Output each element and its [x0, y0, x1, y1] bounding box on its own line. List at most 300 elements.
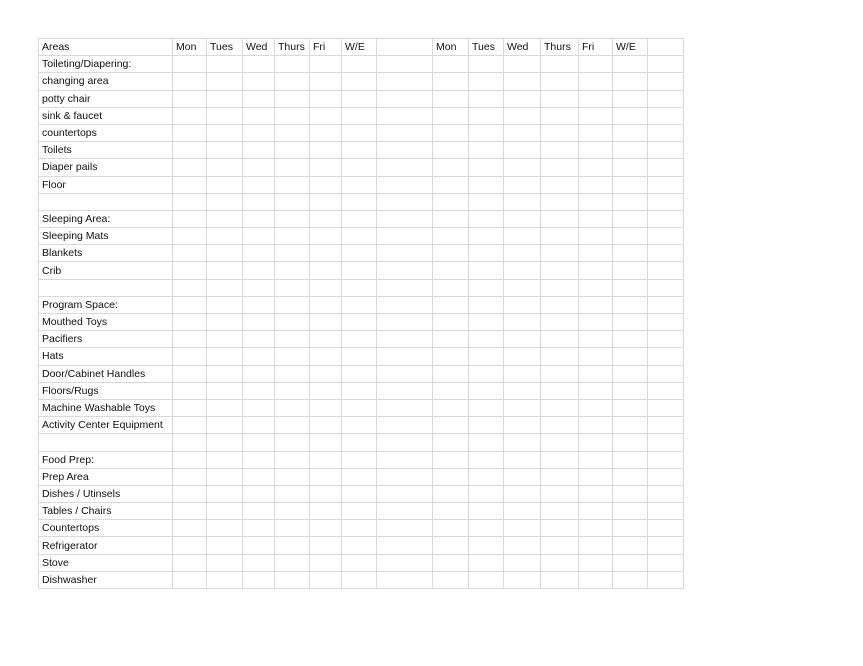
area-label-cell[interactable] — [39, 193, 173, 210]
schedule-cell[interactable] — [579, 537, 613, 554]
schedule-cell[interactable] — [613, 451, 648, 468]
schedule-cell[interactable] — [469, 193, 504, 210]
schedule-cell[interactable] — [342, 314, 377, 331]
schedule-cell[interactable] — [377, 468, 433, 485]
schedule-cell[interactable] — [377, 90, 433, 107]
schedule-cell[interactable] — [579, 90, 613, 107]
schedule-cell[interactable] — [469, 348, 504, 365]
schedule-cell[interactable] — [541, 176, 579, 193]
schedule-cell[interactable] — [469, 245, 504, 262]
schedule-cell[interactable] — [541, 571, 579, 588]
schedule-cell[interactable] — [504, 107, 541, 124]
schedule-cell[interactable] — [613, 314, 648, 331]
day-header-cell[interactable]: Mon — [433, 39, 469, 56]
area-label-cell[interactable]: Door/Cabinet Handles — [39, 365, 173, 382]
schedule-cell[interactable] — [469, 382, 504, 399]
schedule-cell[interactable] — [310, 193, 342, 210]
schedule-cell[interactable] — [173, 245, 207, 262]
schedule-cell[interactable] — [173, 399, 207, 416]
schedule-cell[interactable] — [613, 417, 648, 434]
schedule-cell[interactable] — [469, 107, 504, 124]
schedule-cell[interactable] — [541, 124, 579, 141]
schedule-cell[interactable] — [433, 210, 469, 227]
schedule-cell[interactable] — [310, 210, 342, 227]
schedule-cell[interactable] — [275, 210, 310, 227]
schedule-cell[interactable] — [207, 56, 243, 73]
schedule-cell[interactable] — [377, 417, 433, 434]
schedule-cell[interactable] — [275, 56, 310, 73]
schedule-cell[interactable] — [613, 73, 648, 90]
schedule-cell[interactable] — [173, 176, 207, 193]
schedule-cell[interactable] — [504, 210, 541, 227]
schedule-cell[interactable] — [275, 537, 310, 554]
schedule-cell[interactable] — [541, 485, 579, 502]
schedule-cell[interactable] — [433, 245, 469, 262]
area-label-cell[interactable]: Program Space: — [39, 296, 173, 313]
area-label-cell[interactable]: Toilets — [39, 142, 173, 159]
schedule-cell[interactable] — [310, 124, 342, 141]
schedule-cell[interactable] — [310, 296, 342, 313]
schedule-cell[interactable] — [275, 520, 310, 537]
day-header-cell[interactable]: Thurs — [541, 39, 579, 56]
schedule-cell[interactable] — [173, 107, 207, 124]
day-header-cell[interactable]: Fri — [310, 39, 342, 56]
schedule-cell[interactable] — [613, 365, 648, 382]
day-header-cell[interactable] — [648, 39, 684, 56]
schedule-cell[interactable] — [469, 124, 504, 141]
schedule-cell[interactable] — [310, 159, 342, 176]
schedule-cell[interactable] — [243, 107, 275, 124]
schedule-cell[interactable] — [541, 537, 579, 554]
schedule-cell[interactable] — [243, 124, 275, 141]
schedule-cell[interactable] — [579, 245, 613, 262]
schedule-cell[interactable] — [504, 434, 541, 451]
schedule-cell[interactable] — [377, 262, 433, 279]
schedule-cell[interactable] — [504, 279, 541, 296]
schedule-cell[interactable] — [377, 296, 433, 313]
schedule-cell[interactable] — [243, 417, 275, 434]
schedule-cell[interactable] — [504, 245, 541, 262]
schedule-cell[interactable] — [342, 56, 377, 73]
schedule-cell[interactable] — [342, 90, 377, 107]
schedule-cell[interactable] — [207, 314, 243, 331]
day-header-cell[interactable]: Mon — [173, 39, 207, 56]
schedule-cell[interactable] — [243, 485, 275, 502]
schedule-cell[interactable] — [579, 365, 613, 382]
schedule-cell[interactable] — [342, 193, 377, 210]
schedule-cell[interactable] — [275, 382, 310, 399]
schedule-cell[interactable] — [541, 245, 579, 262]
schedule-cell[interactable] — [342, 520, 377, 537]
schedule-cell[interactable] — [541, 107, 579, 124]
schedule-cell[interactable] — [648, 314, 684, 331]
schedule-cell[interactable] — [173, 193, 207, 210]
schedule-cell[interactable] — [648, 279, 684, 296]
schedule-cell[interactable] — [377, 434, 433, 451]
schedule-cell[interactable] — [243, 520, 275, 537]
schedule-cell[interactable] — [541, 520, 579, 537]
area-label-cell[interactable]: Hats — [39, 348, 173, 365]
schedule-cell[interactable] — [342, 537, 377, 554]
schedule-cell[interactable] — [342, 382, 377, 399]
schedule-cell[interactable] — [579, 296, 613, 313]
schedule-cell[interactable] — [275, 468, 310, 485]
schedule-cell[interactable] — [579, 451, 613, 468]
schedule-cell[interactable] — [648, 245, 684, 262]
schedule-cell[interactable] — [433, 503, 469, 520]
schedule-cell[interactable] — [173, 56, 207, 73]
schedule-cell[interactable] — [275, 176, 310, 193]
schedule-cell[interactable] — [541, 331, 579, 348]
schedule-cell[interactable] — [173, 210, 207, 227]
schedule-cell[interactable] — [275, 107, 310, 124]
schedule-cell[interactable] — [310, 399, 342, 416]
schedule-cell[interactable] — [433, 56, 469, 73]
schedule-cell[interactable] — [342, 228, 377, 245]
schedule-cell[interactable] — [275, 365, 310, 382]
schedule-cell[interactable] — [275, 193, 310, 210]
schedule-cell[interactable] — [469, 554, 504, 571]
schedule-cell[interactable] — [541, 554, 579, 571]
schedule-cell[interactable] — [310, 176, 342, 193]
schedule-cell[interactable] — [433, 417, 469, 434]
schedule-cell[interactable] — [579, 468, 613, 485]
schedule-cell[interactable] — [377, 56, 433, 73]
schedule-cell[interactable] — [207, 124, 243, 141]
schedule-cell[interactable] — [504, 382, 541, 399]
schedule-cell[interactable] — [579, 554, 613, 571]
schedule-cell[interactable] — [541, 193, 579, 210]
schedule-cell[interactable] — [541, 314, 579, 331]
schedule-cell[interactable] — [173, 142, 207, 159]
schedule-cell[interactable] — [648, 90, 684, 107]
area-label-cell[interactable]: Mouthed Toys — [39, 314, 173, 331]
schedule-cell[interactable] — [342, 365, 377, 382]
schedule-cell[interactable] — [377, 245, 433, 262]
schedule-cell[interactable] — [469, 537, 504, 554]
schedule-cell[interactable] — [342, 262, 377, 279]
schedule-cell[interactable] — [207, 554, 243, 571]
schedule-cell[interactable] — [648, 417, 684, 434]
schedule-cell[interactable] — [207, 434, 243, 451]
schedule-cell[interactable] — [613, 228, 648, 245]
schedule-cell[interactable] — [504, 399, 541, 416]
schedule-cell[interactable] — [310, 520, 342, 537]
schedule-cell[interactable] — [469, 451, 504, 468]
schedule-cell[interactable] — [469, 73, 504, 90]
schedule-cell[interactable] — [342, 348, 377, 365]
area-label-cell[interactable] — [39, 279, 173, 296]
schedule-cell[interactable] — [469, 159, 504, 176]
schedule-cell[interactable] — [469, 485, 504, 502]
schedule-cell[interactable] — [207, 210, 243, 227]
schedule-cell[interactable] — [173, 228, 207, 245]
schedule-cell[interactable] — [173, 554, 207, 571]
schedule-cell[interactable] — [275, 571, 310, 588]
schedule-cell[interactable] — [207, 348, 243, 365]
schedule-cell[interactable] — [579, 434, 613, 451]
schedule-cell[interactable] — [377, 279, 433, 296]
schedule-cell[interactable] — [243, 262, 275, 279]
schedule-cell[interactable] — [579, 159, 613, 176]
schedule-cell[interactable] — [613, 382, 648, 399]
schedule-cell[interactable] — [173, 537, 207, 554]
schedule-cell[interactable] — [469, 331, 504, 348]
schedule-cell[interactable] — [541, 296, 579, 313]
schedule-cell[interactable] — [342, 296, 377, 313]
schedule-cell[interactable] — [541, 399, 579, 416]
areas-header-cell[interactable]: Areas — [39, 39, 173, 56]
schedule-cell[interactable] — [310, 485, 342, 502]
schedule-cell[interactable] — [648, 520, 684, 537]
schedule-cell[interactable] — [342, 571, 377, 588]
schedule-cell[interactable] — [342, 331, 377, 348]
schedule-cell[interactable] — [173, 296, 207, 313]
schedule-cell[interactable] — [377, 571, 433, 588]
day-header-cell[interactable]: W/E — [613, 39, 648, 56]
schedule-cell[interactable] — [541, 417, 579, 434]
schedule-cell[interactable] — [342, 176, 377, 193]
schedule-cell[interactable] — [433, 365, 469, 382]
schedule-cell[interactable] — [310, 434, 342, 451]
schedule-cell[interactable] — [648, 262, 684, 279]
schedule-cell[interactable] — [648, 210, 684, 227]
schedule-cell[interactable] — [613, 468, 648, 485]
schedule-cell[interactable] — [541, 451, 579, 468]
schedule-cell[interactable] — [243, 314, 275, 331]
schedule-cell[interactable] — [342, 468, 377, 485]
day-header-cell[interactable] — [377, 39, 433, 56]
schedule-cell[interactable] — [275, 348, 310, 365]
schedule-cell[interactable] — [377, 451, 433, 468]
schedule-cell[interactable] — [648, 193, 684, 210]
schedule-cell[interactable] — [377, 399, 433, 416]
schedule-cell[interactable] — [207, 73, 243, 90]
area-label-cell[interactable]: Dishwasher — [39, 571, 173, 588]
schedule-cell[interactable] — [579, 73, 613, 90]
schedule-cell[interactable] — [469, 142, 504, 159]
schedule-cell[interactable] — [342, 434, 377, 451]
day-header-cell[interactable]: Tues — [207, 39, 243, 56]
schedule-cell[interactable] — [579, 56, 613, 73]
area-label-cell[interactable]: Toileting/Diapering: — [39, 56, 173, 73]
schedule-cell[interactable] — [342, 159, 377, 176]
schedule-cell[interactable] — [207, 365, 243, 382]
schedule-cell[interactable] — [207, 228, 243, 245]
schedule-cell[interactable] — [504, 331, 541, 348]
schedule-cell[interactable] — [173, 434, 207, 451]
schedule-cell[interactable] — [648, 382, 684, 399]
schedule-cell[interactable] — [243, 159, 275, 176]
schedule-cell[interactable] — [207, 485, 243, 502]
schedule-cell[interactable] — [275, 228, 310, 245]
schedule-cell[interactable] — [275, 142, 310, 159]
schedule-cell[interactable] — [433, 434, 469, 451]
schedule-cell[interactable] — [207, 417, 243, 434]
schedule-cell[interactable] — [207, 571, 243, 588]
schedule-cell[interactable] — [579, 348, 613, 365]
schedule-cell[interactable] — [579, 279, 613, 296]
schedule-cell[interactable] — [579, 124, 613, 141]
schedule-cell[interactable] — [469, 468, 504, 485]
schedule-cell[interactable] — [207, 262, 243, 279]
schedule-cell[interactable] — [469, 571, 504, 588]
schedule-cell[interactable] — [579, 176, 613, 193]
schedule-cell[interactable] — [342, 210, 377, 227]
schedule-cell[interactable] — [173, 468, 207, 485]
day-header-cell[interactable]: Tues — [469, 39, 504, 56]
schedule-cell[interactable] — [377, 365, 433, 382]
schedule-cell[interactable] — [504, 296, 541, 313]
schedule-cell[interactable] — [613, 571, 648, 588]
schedule-cell[interactable] — [243, 296, 275, 313]
area-label-cell[interactable]: Blankets — [39, 245, 173, 262]
schedule-cell[interactable] — [377, 537, 433, 554]
schedule-cell[interactable] — [504, 56, 541, 73]
schedule-cell[interactable] — [579, 520, 613, 537]
schedule-cell[interactable] — [433, 193, 469, 210]
schedule-cell[interactable] — [377, 193, 433, 210]
area-label-cell[interactable]: potty chair — [39, 90, 173, 107]
schedule-cell[interactable] — [173, 485, 207, 502]
schedule-cell[interactable] — [207, 468, 243, 485]
schedule-cell[interactable] — [275, 503, 310, 520]
schedule-cell[interactable] — [310, 314, 342, 331]
schedule-cell[interactable] — [541, 365, 579, 382]
schedule-cell[interactable] — [243, 468, 275, 485]
area-label-cell[interactable]: Sleeping Area: — [39, 210, 173, 227]
schedule-cell[interactable] — [243, 399, 275, 416]
schedule-cell[interactable] — [377, 382, 433, 399]
schedule-cell[interactable] — [648, 331, 684, 348]
schedule-cell[interactable] — [648, 142, 684, 159]
schedule-cell[interactable] — [541, 159, 579, 176]
area-label-cell[interactable]: Sleeping Mats — [39, 228, 173, 245]
schedule-cell[interactable] — [207, 399, 243, 416]
schedule-cell[interactable] — [504, 73, 541, 90]
schedule-cell[interactable] — [275, 159, 310, 176]
schedule-cell[interactable] — [207, 451, 243, 468]
schedule-cell[interactable] — [469, 399, 504, 416]
schedule-cell[interactable] — [433, 468, 469, 485]
schedule-cell[interactable] — [504, 90, 541, 107]
schedule-cell[interactable] — [469, 503, 504, 520]
schedule-cell[interactable] — [310, 245, 342, 262]
schedule-cell[interactable] — [275, 399, 310, 416]
area-label-cell[interactable]: Floor — [39, 176, 173, 193]
schedule-cell[interactable] — [243, 210, 275, 227]
schedule-cell[interactable] — [648, 365, 684, 382]
schedule-cell[interactable] — [243, 537, 275, 554]
schedule-cell[interactable] — [648, 176, 684, 193]
schedule-cell[interactable] — [207, 503, 243, 520]
schedule-cell[interactable] — [648, 228, 684, 245]
schedule-cell[interactable] — [613, 434, 648, 451]
schedule-cell[interactable] — [275, 554, 310, 571]
schedule-cell[interactable] — [579, 228, 613, 245]
schedule-cell[interactable] — [504, 228, 541, 245]
schedule-cell[interactable] — [648, 56, 684, 73]
schedule-cell[interactable] — [541, 262, 579, 279]
schedule-cell[interactable] — [207, 296, 243, 313]
schedule-cell[interactable] — [504, 193, 541, 210]
schedule-cell[interactable] — [310, 382, 342, 399]
schedule-cell[interactable] — [433, 537, 469, 554]
schedule-cell[interactable] — [243, 193, 275, 210]
schedule-cell[interactable] — [579, 262, 613, 279]
schedule-cell[interactable] — [243, 554, 275, 571]
schedule-cell[interactable] — [243, 451, 275, 468]
schedule-cell[interactable] — [648, 554, 684, 571]
schedule-cell[interactable] — [275, 90, 310, 107]
schedule-cell[interactable] — [648, 503, 684, 520]
schedule-cell[interactable] — [648, 451, 684, 468]
schedule-cell[interactable] — [275, 485, 310, 502]
schedule-cell[interactable] — [243, 176, 275, 193]
schedule-cell[interactable] — [541, 348, 579, 365]
schedule-cell[interactable] — [243, 142, 275, 159]
schedule-cell[interactable] — [613, 262, 648, 279]
schedule-cell[interactable] — [275, 314, 310, 331]
schedule-cell[interactable] — [613, 193, 648, 210]
schedule-cell[interactable] — [243, 382, 275, 399]
schedule-cell[interactable] — [377, 554, 433, 571]
schedule-cell[interactable] — [504, 365, 541, 382]
area-label-cell[interactable]: countertops — [39, 124, 173, 141]
schedule-cell[interactable] — [173, 365, 207, 382]
area-label-cell[interactable]: sink & faucet — [39, 107, 173, 124]
schedule-cell[interactable] — [310, 279, 342, 296]
schedule-cell[interactable] — [377, 314, 433, 331]
schedule-cell[interactable] — [377, 176, 433, 193]
schedule-cell[interactable] — [173, 159, 207, 176]
area-label-cell[interactable]: Dishes / Utinsels — [39, 485, 173, 502]
schedule-cell[interactable] — [275, 245, 310, 262]
schedule-cell[interactable] — [433, 554, 469, 571]
schedule-cell[interactable] — [433, 571, 469, 588]
schedule-cell[interactable] — [310, 365, 342, 382]
schedule-cell[interactable] — [173, 124, 207, 141]
schedule-cell[interactable] — [469, 434, 504, 451]
schedule-cell[interactable] — [310, 417, 342, 434]
schedule-cell[interactable] — [579, 193, 613, 210]
schedule-cell[interactable] — [342, 554, 377, 571]
area-label-cell[interactable]: Pacifiers — [39, 331, 173, 348]
area-label-cell[interactable]: Floors/Rugs — [39, 382, 173, 399]
schedule-cell[interactable] — [342, 124, 377, 141]
schedule-cell[interactable] — [469, 56, 504, 73]
area-label-cell[interactable]: Activity Center Equipment — [39, 417, 173, 434]
schedule-cell[interactable] — [613, 485, 648, 502]
area-label-cell[interactable] — [39, 434, 173, 451]
schedule-cell[interactable] — [613, 245, 648, 262]
schedule-cell[interactable] — [579, 382, 613, 399]
schedule-cell[interactable] — [310, 142, 342, 159]
day-header-cell[interactable]: Wed — [243, 39, 275, 56]
schedule-cell[interactable] — [207, 520, 243, 537]
schedule-cell[interactable] — [243, 331, 275, 348]
area-label-cell[interactable]: Prep Area — [39, 468, 173, 485]
schedule-cell[interactable] — [377, 124, 433, 141]
schedule-cell[interactable] — [648, 73, 684, 90]
schedule-cell[interactable] — [377, 142, 433, 159]
schedule-cell[interactable] — [310, 56, 342, 73]
schedule-cell[interactable] — [377, 520, 433, 537]
schedule-cell[interactable] — [613, 331, 648, 348]
schedule-cell[interactable] — [207, 176, 243, 193]
schedule-cell[interactable] — [207, 382, 243, 399]
schedule-cell[interactable] — [377, 485, 433, 502]
